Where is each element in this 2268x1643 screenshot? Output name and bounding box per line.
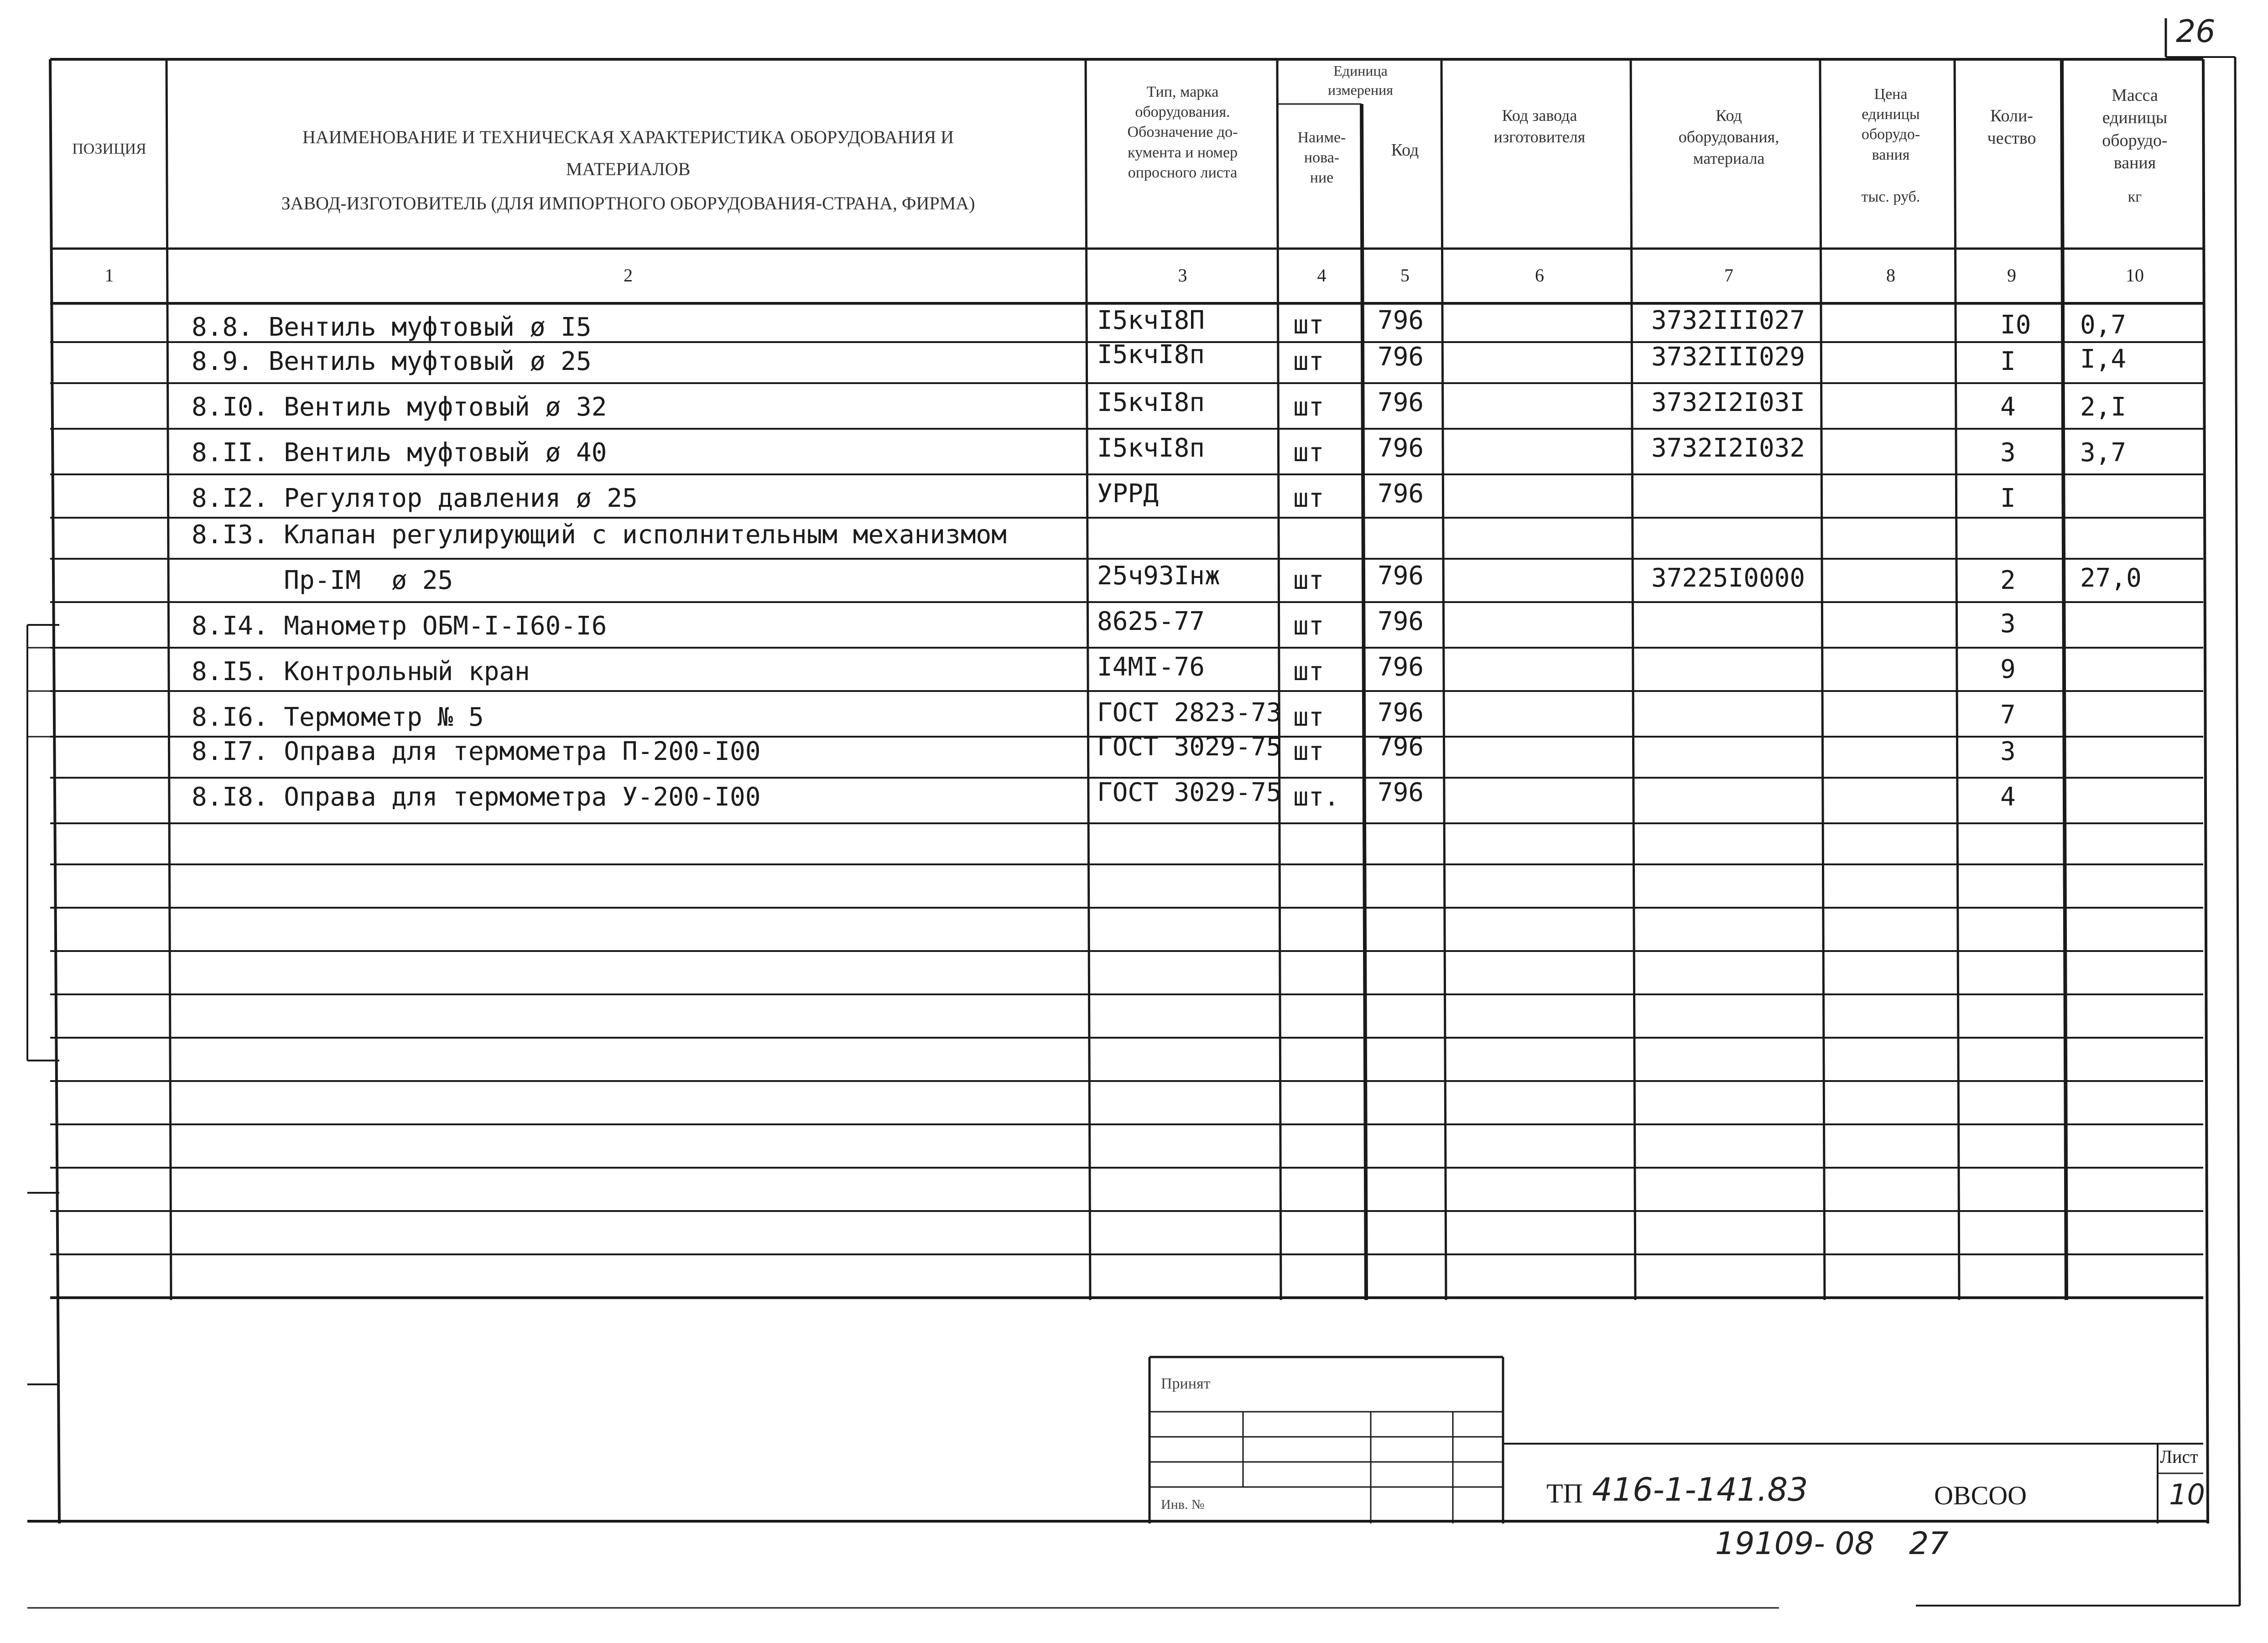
header-type-line: Обозначение до- [1127, 124, 1238, 141]
item-unit: шт [1293, 392, 1324, 422]
header-type-line: оборудования. [1135, 104, 1230, 121]
item-name: 8.I0. Вентиль муфтовый ø 32 [192, 392, 607, 422]
header-unit-code: Код [1391, 140, 1419, 160]
item-quantity: I0 [2000, 310, 2031, 340]
item-unit-code: 796 [1378, 778, 1424, 807]
stamp-accepted-label: Принят [1161, 1375, 1211, 1392]
column-number: 9 [2007, 265, 2016, 286]
item-material-code: 37225I0000 [1651, 563, 1805, 593]
column-number: 2 [624, 265, 633, 286]
header-unit-line: Единица [1333, 62, 1388, 79]
column-number: 7 [1724, 265, 1733, 286]
header-type-line: опросного листа [1128, 164, 1238, 181]
header-mass-line: единицы [2102, 108, 2168, 128]
item-name: 8.I4. Манометр ОБМ-I-I60-I6 [192, 611, 607, 641]
header-price-line: единицы [1862, 106, 1920, 123]
header-factory-code-line: Код завода [1502, 106, 1577, 125]
item-unit: шт [1293, 347, 1324, 376]
header-unit-name-line: Наиме- [1297, 129, 1346, 146]
sheet-label: Лист [2160, 1446, 2198, 1467]
header-factory-code [1446, 105, 1633, 148]
header-mass-line: вания [2113, 153, 2156, 173]
item-type: I5кчI8п [1097, 340, 1205, 369]
item-quantity: I [2000, 484, 2016, 513]
item-type: I4МI-76 [1097, 652, 1205, 682]
item-quantity: 3 [2000, 609, 2016, 639]
item-unit: шт [1293, 484, 1324, 513]
column-number: 5 [1400, 265, 1410, 286]
header-price-line: Цена [1874, 86, 1908, 103]
header-material-code [1635, 105, 1822, 169]
sheet-corner-number: 26 [2176, 14, 2216, 50]
item-unit-code: 796 [1378, 433, 1424, 463]
header-mass-unit: кг [2128, 188, 2142, 205]
item-unit: шт. [1293, 782, 1340, 812]
archive-number: 19109- 08 [1715, 1526, 1874, 1562]
item-name: 8.I8. Оправа для термометра У-200-I00 [192, 782, 761, 812]
item-unit-code: 796 [1378, 388, 1424, 417]
header-unit-name-line: нова- [1304, 149, 1340, 166]
item-mass: 3,7 [2080, 438, 2127, 468]
item-type: УРРД [1097, 479, 1159, 509]
item-unit: шт [1293, 702, 1324, 732]
item-mass: 2,I [2080, 392, 2127, 422]
header-unit-mass [2066, 84, 2203, 175]
column-number: 1 [104, 265, 114, 286]
item-name: 8.I2. Регулятор давления ø 25 [192, 484, 638, 513]
header-quantity [1959, 105, 2064, 150]
item-type: I5кчI8П [1097, 306, 1205, 335]
header-type-brand [1088, 82, 1277, 183]
header-price-line: оборудо- [1861, 126, 1920, 143]
doc-suffix: ОВСОО [1934, 1481, 2027, 1510]
header-quantity-line: чество [1987, 129, 2036, 148]
stamp-inventory-label: Инв. № [1161, 1497, 1205, 1512]
header-price-line: вания [1872, 146, 1910, 163]
column-number: 3 [1178, 265, 1187, 286]
item-quantity: 3 [2000, 438, 2016, 468]
item-name: 8.I5. Контрольный кран [192, 657, 530, 686]
item-unit: шт [1293, 438, 1324, 468]
item-name: 8.9. Вентиль муфтовый ø 25 [192, 347, 592, 376]
item-unit: шт [1293, 566, 1324, 595]
item-mass: 27,0 [2080, 563, 2142, 593]
item-unit-code: 796 [1378, 479, 1424, 509]
item-quantity: 9 [2000, 655, 2016, 684]
item-type: ГОСТ 2823-73 [1097, 698, 1282, 728]
header-mass-line: оборудо- [2102, 130, 2168, 150]
header-position: ПОЗИЦИЯ [72, 140, 146, 157]
column-number: 8 [1886, 265, 1895, 286]
item-unit-code: 796 [1378, 607, 1424, 636]
item-unit: шт [1293, 310, 1324, 340]
header-name-line2: МАТЕРИАЛОВ [566, 159, 691, 179]
header-factory-code-line: изготовителя [1493, 127, 1586, 146]
item-name: 8.II. Вентиль муфтовый ø 40 [192, 438, 607, 468]
item-unit-code: 796 [1378, 732, 1424, 762]
header-mass-line: Масса [2112, 86, 2158, 105]
doc-number: 416-1-141.83 [1592, 1471, 1808, 1508]
item-type: I5кчI8п [1097, 433, 1205, 463]
item-unit: шт [1293, 611, 1324, 641]
header-unit-name-line: ние [1310, 169, 1334, 187]
item-type: ГОСТ 3029-75 [1097, 778, 1282, 807]
item-quantity: 2 [2000, 566, 2016, 595]
header-price-unit: тыс. руб. [1861, 188, 1920, 205]
header-type-line: Тип, марка [1146, 83, 1219, 100]
item-unit-code: 796 [1378, 652, 1424, 682]
item-unit: шт [1293, 737, 1324, 766]
header-unit-group [1280, 62, 1441, 99]
item-quantity: 3 [2000, 737, 2016, 766]
item-name: 8.I6. Термометр № 5 [192, 702, 484, 732]
column-number: 4 [1317, 265, 1326, 286]
item-type: 25ч93Iнж [1097, 561, 1220, 591]
item-quantity: I [2000, 347, 2016, 376]
header-quantity-line: Коли- [1990, 106, 2033, 125]
header-material-code-line: материала [1693, 149, 1765, 167]
item-quantity: 7 [2000, 700, 2016, 730]
item-name: 8.8. Вентиль муфтовый ø I5 [192, 312, 592, 342]
page-number: 27 [1909, 1526, 1949, 1562]
header-name-line3: ЗАВОД-ИЗГОТОВИТЕЛЬ (ДЛЯ ИМПОРТНОГО ОБОРУДОВАНИЯ-СТРАНА, ФИРМА) [281, 193, 975, 213]
item-name: 8.I3. Клапан регулирующий с исполнительным механизмом [192, 520, 1007, 550]
item-unit-code: 796 [1378, 698, 1424, 728]
sheet-number: 10 [2169, 1478, 2205, 1511]
item-quantity: 4 [2000, 782, 2016, 812]
item-material-code: 3732I2I03I [1651, 388, 1805, 417]
item-unit-code: 796 [1378, 306, 1424, 335]
item-mass: 0,7 [2080, 310, 2127, 340]
column-number: 6 [1535, 265, 1544, 286]
item-quantity: 4 [2000, 392, 2016, 422]
item-material-code: 3732III029 [1651, 342, 1805, 372]
item-type: 8625-77 [1097, 607, 1205, 636]
header-material-code-line: Код [1716, 106, 1742, 125]
item-unit-code: 796 [1378, 342, 1424, 372]
header-unit-price [1825, 84, 1957, 165]
item-unit: шт [1293, 657, 1324, 686]
item-material-code: 3732I2I032 [1651, 433, 1805, 463]
item-name: 8.I7. Оправа для термометра П-200-I00 [192, 737, 761, 766]
header-type-line: кумента и номер [1127, 144, 1238, 161]
header-name-line1: НАИМЕНОВАНИЕ И ТЕХНИЧЕСКАЯ ХАРАКТЕРИСТИКА ОБОРУДОВАНИЯ И [302, 127, 954, 147]
column-number: 10 [2126, 265, 2144, 286]
item-type: ГОСТ 3029-75 [1097, 732, 1282, 762]
header-material-code-line: оборудования, [1678, 127, 1779, 146]
item-unit-code: 796 [1378, 561, 1424, 591]
header-unit-name [1280, 128, 1364, 188]
item-type: I5кчI8п [1097, 388, 1205, 417]
item-material-code: 3732III027 [1651, 306, 1805, 335]
doc-code: ТП [1546, 1478, 1583, 1508]
header-unit-line: измерения [1328, 81, 1393, 98]
item-mass: I,4 [2080, 344, 2127, 374]
item-name: Пр-IМ ø 25 [192, 566, 453, 595]
